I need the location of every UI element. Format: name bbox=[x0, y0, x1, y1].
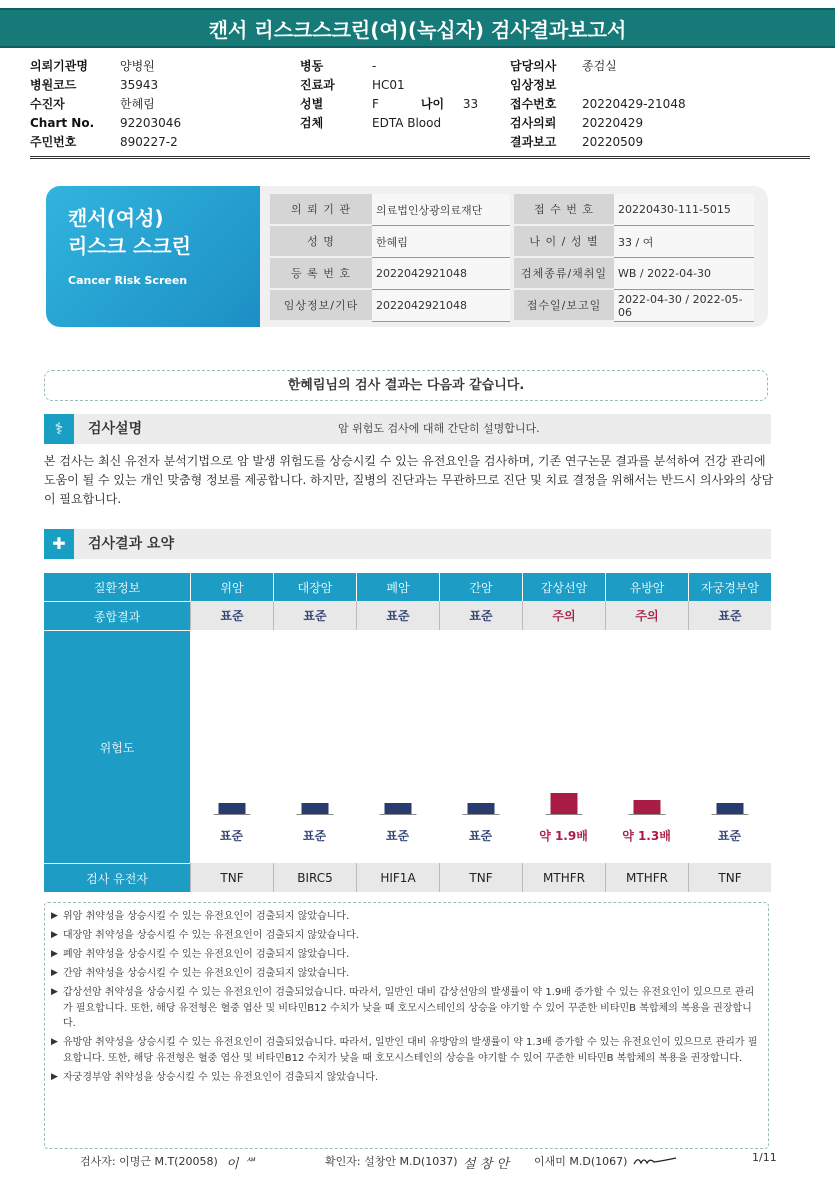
header-field bbox=[300, 56, 478, 75]
tester-signature: 이 ᄲ bbox=[226, 1157, 256, 1172]
summary-result: 표준 bbox=[190, 601, 273, 630]
note-text: 대장암 취약성을 상승시킬 수 있는 유전요인이 검출되지 않았습니다. bbox=[63, 930, 359, 941]
bar-baseline bbox=[628, 814, 665, 815]
arrow-icon: ▶ bbox=[51, 930, 58, 940]
gene-name: TNF bbox=[190, 863, 273, 892]
bar-baseline bbox=[213, 814, 250, 815]
summary-label: 종합결과 bbox=[44, 601, 190, 630]
info-value: 한혜림 bbox=[372, 226, 510, 258]
field-label: 주민번호 bbox=[30, 135, 77, 149]
risk-cell bbox=[522, 630, 605, 863]
greeting: 한혜림님의 검사 결과는 다음과 같습니다. bbox=[44, 370, 768, 401]
gene-name: TNF bbox=[439, 863, 522, 892]
note-item bbox=[51, 928, 760, 944]
field-label: 접수번호 bbox=[510, 97, 557, 111]
risk-bar bbox=[550, 793, 577, 814]
risk-value-label: 표준 bbox=[219, 829, 244, 843]
header-label: 질환정보 bbox=[44, 573, 190, 601]
field-value: F bbox=[372, 96, 379, 111]
gene-row bbox=[44, 863, 771, 892]
risk-cell bbox=[605, 630, 688, 863]
note-text: 자궁경부암 취약성을 상승시킬 수 있는 유전요인이 검출되지 않았습니다. bbox=[63, 1071, 379, 1083]
info-value: 20220430-111-5015 bbox=[614, 194, 754, 226]
risk-value-label: 표준 bbox=[385, 829, 410, 843]
field-value: 35943 bbox=[120, 77, 159, 92]
info-label: 등 록 번 호 bbox=[270, 258, 372, 290]
section-subtitle: 암 위험도 검사에 대해 간단히 설명합니다. bbox=[338, 422, 540, 435]
confirmer-name: 확인자: 설창안 M.D(1037) bbox=[325, 1155, 458, 1168]
risk-cell bbox=[439, 630, 522, 863]
risk-value-label: 약 1.3배 bbox=[622, 829, 671, 843]
info-row bbox=[270, 258, 754, 290]
header-field bbox=[30, 113, 181, 132]
info-value: 의료법인상광의료재단 bbox=[372, 194, 510, 226]
header-column-3 bbox=[510, 56, 686, 151]
note-text: 유방암 취약성을 상승시킬 수 있는 유전요인이 검출되었습니다. 따라서, 일반인 대비 유방암의 발생률이 약 1.3배 증가할 수 있는 유전요인이 있으므로 관리가 필요합니다. 또한, 해당 유전형은 혈중 엽산 및 비타민B12 수치가 낮을 때 호모시스테인의 상승을 야기할 수 있어 꾸준한 비타민B 복합체의 복용을 권장합니다. bbox=[63, 1037, 758, 1064]
field-label: 병원코드 bbox=[30, 78, 77, 92]
info-value: 33 / 여 bbox=[614, 226, 754, 258]
header-field bbox=[30, 94, 181, 113]
field-value: EDTA Blood bbox=[372, 115, 442, 130]
cancer-type-header: 간암 bbox=[439, 573, 522, 601]
field-label: 의뢰기관명 bbox=[30, 59, 88, 73]
info-label: 나 이 / 성 별 bbox=[514, 226, 614, 258]
risk-bar bbox=[633, 800, 660, 814]
cancer-type-header: 위암 bbox=[190, 573, 273, 601]
arrow-icon: ▶ bbox=[51, 987, 58, 997]
note-text: 폐암 취약성을 상승시킬 수 있는 유전요인이 검출되지 않았습니다. bbox=[63, 949, 350, 960]
risk-cell bbox=[688, 630, 771, 863]
arrow-icon: ▶ bbox=[51, 968, 58, 978]
risk-row bbox=[44, 630, 771, 863]
info-grid bbox=[270, 194, 754, 322]
cancer-type-header: 갑상선암 bbox=[522, 573, 605, 601]
info-value: 2022042921048 bbox=[372, 290, 510, 322]
cancer-type-header: 유방암 bbox=[605, 573, 688, 601]
info-label: 성 명 bbox=[270, 226, 372, 258]
risk-bar bbox=[301, 803, 328, 814]
note-text: 간암 취약성을 상승시킬 수 있는 유전요인이 검출되지 않았습니다. bbox=[63, 968, 350, 979]
header-field bbox=[30, 132, 181, 151]
header-column-2 bbox=[300, 56, 478, 132]
banner-subtitle: Cancer Risk Screen bbox=[68, 274, 188, 287]
field-value: 20220509 bbox=[582, 134, 644, 149]
field-label: Chart No. bbox=[30, 115, 95, 130]
description-text: 본 검사는 최신 유전자 분석기법으로 암 발생 위험도를 상승시킬 수 있는 유전요인을 검사하며, 기존 연구논문 결과를 분석하여 건강 관리에 도움이 될 수 있는 개인 맞춤형 정보를 제공합니다. 하지만, 질병의 진단과는 무관하므로 진단 및 치료 결정을 위해서는 반드시 의사와의 상담이 필요합니다. bbox=[44, 454, 774, 506]
bar-baseline bbox=[462, 814, 499, 815]
risk-value-label: 표준 bbox=[302, 829, 327, 843]
info-value: 2022042921048 bbox=[372, 258, 510, 290]
info-label: 접 수 번 호 bbox=[514, 194, 614, 226]
header-field bbox=[300, 113, 478, 132]
product-banner bbox=[46, 186, 260, 327]
gene-name: MTHFR bbox=[522, 863, 605, 892]
field-value: 92203046 bbox=[120, 115, 182, 130]
field-value: 20220429-21048 bbox=[582, 96, 686, 111]
risk-label: 위험도 bbox=[44, 630, 190, 863]
summary-row bbox=[44, 601, 771, 630]
gene-name: MTHFR bbox=[605, 863, 688, 892]
bar-baseline bbox=[711, 814, 748, 815]
header-field bbox=[510, 132, 686, 151]
tester-name: 검사자: 이명근 M.T(20058) bbox=[80, 1155, 218, 1168]
note-text: 위암 취약성을 상승시킬 수 있는 유전요인이 검출되지 않았습니다. bbox=[63, 911, 350, 922]
field-value: 890227-2 bbox=[120, 134, 178, 149]
section-description bbox=[44, 414, 771, 444]
field-label: 결과보고 bbox=[510, 135, 557, 149]
info-value: 2022-04-30 / 2022-05-06 bbox=[614, 290, 754, 322]
field-label: 병동 bbox=[300, 59, 324, 73]
report-title: 캔서 리스크스크린(여)(녹십자) 검사결과보고서 bbox=[0, 8, 835, 48]
header-field bbox=[300, 75, 478, 94]
field-value: 종검실 bbox=[582, 59, 617, 73]
confirmer-signature: 설 창 안 bbox=[463, 1157, 509, 1172]
doctor-signature bbox=[632, 1155, 678, 1167]
note-item bbox=[51, 909, 760, 925]
field-label: 담당의사 bbox=[510, 59, 557, 73]
cancer-type-header: 폐암 bbox=[356, 573, 439, 601]
note-item bbox=[51, 947, 760, 963]
page-number: 1/11 bbox=[752, 1151, 777, 1164]
arrow-icon: ▶ bbox=[51, 911, 58, 921]
field-label: 임상정보 bbox=[510, 78, 557, 92]
cancer-type-header: 대장암 bbox=[273, 573, 356, 601]
gene-name: TNF bbox=[688, 863, 771, 892]
info-label: 검체종류/채취일 bbox=[514, 258, 614, 290]
banner-title-2: 리스크 스크린 bbox=[68, 234, 191, 258]
results-table bbox=[44, 573, 771, 892]
field-value: - bbox=[372, 58, 377, 73]
header-field bbox=[30, 56, 181, 75]
field-value: 한혜림 bbox=[120, 97, 155, 111]
risk-bar bbox=[467, 803, 494, 814]
risk-cell bbox=[190, 630, 273, 863]
gene-name: BIRC5 bbox=[273, 863, 356, 892]
summary-result: 표준 bbox=[273, 601, 356, 630]
arrow-icon: ▶ bbox=[51, 949, 58, 959]
arrow-icon: ▶ bbox=[51, 1037, 58, 1047]
summary-result: 표준 bbox=[356, 601, 439, 630]
summary-result: 표준 bbox=[439, 601, 522, 630]
section-title: 검사결과 요약 bbox=[88, 536, 175, 552]
field-value: HC01 bbox=[372, 77, 405, 92]
section-title: 검사설명 bbox=[88, 421, 143, 437]
risk-value-label: 약 1.9배 bbox=[539, 829, 588, 843]
note-item bbox=[51, 1035, 760, 1066]
bar-baseline bbox=[296, 814, 333, 815]
header-column-1 bbox=[30, 56, 181, 151]
field-label: 성별 bbox=[300, 97, 324, 111]
risk-value-label: 표준 bbox=[717, 829, 742, 843]
bar-baseline bbox=[545, 814, 582, 815]
info-label: 임상정보/기타 bbox=[270, 290, 372, 322]
field-value: 양병원 bbox=[120, 59, 155, 73]
header-field bbox=[510, 56, 686, 75]
header-field bbox=[300, 94, 478, 113]
header-field bbox=[510, 94, 686, 113]
risk-bar bbox=[384, 803, 411, 814]
header-field bbox=[30, 75, 181, 94]
gene-label: 검사 유전자 bbox=[44, 863, 190, 892]
medical-folder-icon: ✚ bbox=[44, 529, 74, 559]
risk-value-label: 표준 bbox=[468, 829, 493, 843]
info-label: 접수일/보고일 bbox=[514, 290, 614, 322]
summary-result: 주의 bbox=[522, 601, 605, 630]
summary-result: 주의 bbox=[605, 601, 688, 630]
summary-result: 표준 bbox=[688, 601, 771, 630]
field-label: 검체 bbox=[300, 116, 324, 130]
bar-baseline bbox=[379, 814, 416, 815]
note-item bbox=[51, 966, 760, 982]
table-header-row bbox=[44, 573, 771, 601]
header-divider bbox=[30, 156, 810, 159]
header-field bbox=[510, 113, 686, 132]
note-text: 갑상선암 취약성을 상승시킬 수 있는 유전요인이 검출되었습니다. 따라서, 일반인 대비 갑상선암의 발생률이 약 1.9배 증가할 수 있는 유전요인이 있으므로 관리가 필요합니다. 또한, 해당 유전형은 혈중 엽산 및 비타민B12 수치가 낮을 때 호모시스테인의 상승을 야기할 수 있어 꾸준한 비타민B 복합체의 복용을 권장합니다. bbox=[63, 987, 755, 1029]
note-item bbox=[51, 985, 760, 1032]
risk-bar bbox=[218, 803, 245, 814]
section-summary bbox=[44, 529, 771, 559]
info-row bbox=[270, 226, 754, 258]
risk-cell bbox=[273, 630, 356, 863]
age-value: 33 bbox=[462, 96, 479, 111]
patient-header bbox=[30, 56, 810, 152]
info-label: 의 뢰 기 관 bbox=[270, 194, 372, 226]
risk-cell bbox=[356, 630, 439, 863]
stethoscope-icon: ⚕ bbox=[44, 414, 74, 444]
footer-signatures bbox=[80, 1153, 780, 1173]
field-label: 수진자 bbox=[30, 97, 65, 111]
info-row bbox=[270, 194, 754, 226]
header-field bbox=[510, 75, 686, 94]
cancer-type-header: 자궁경부암 bbox=[688, 573, 771, 601]
age-label: 나이 bbox=[420, 97, 445, 111]
arrow-icon: ▶ bbox=[51, 1071, 58, 1082]
gene-name: HIF1A bbox=[356, 863, 439, 892]
field-label: 진료과 bbox=[300, 78, 335, 92]
note-item bbox=[51, 1070, 760, 1086]
doctor-name: 이새미 M.D(1067) bbox=[534, 1155, 628, 1168]
info-row bbox=[270, 290, 754, 322]
result-notes bbox=[44, 902, 769, 1149]
risk-bar bbox=[716, 803, 743, 814]
info-value: WB / 2022-04-30 bbox=[614, 258, 754, 290]
field-label: 검사의뢰 bbox=[510, 116, 557, 130]
banner-title-1: 캔서(여성) bbox=[68, 206, 164, 230]
field-value: 20220429 bbox=[582, 115, 644, 130]
